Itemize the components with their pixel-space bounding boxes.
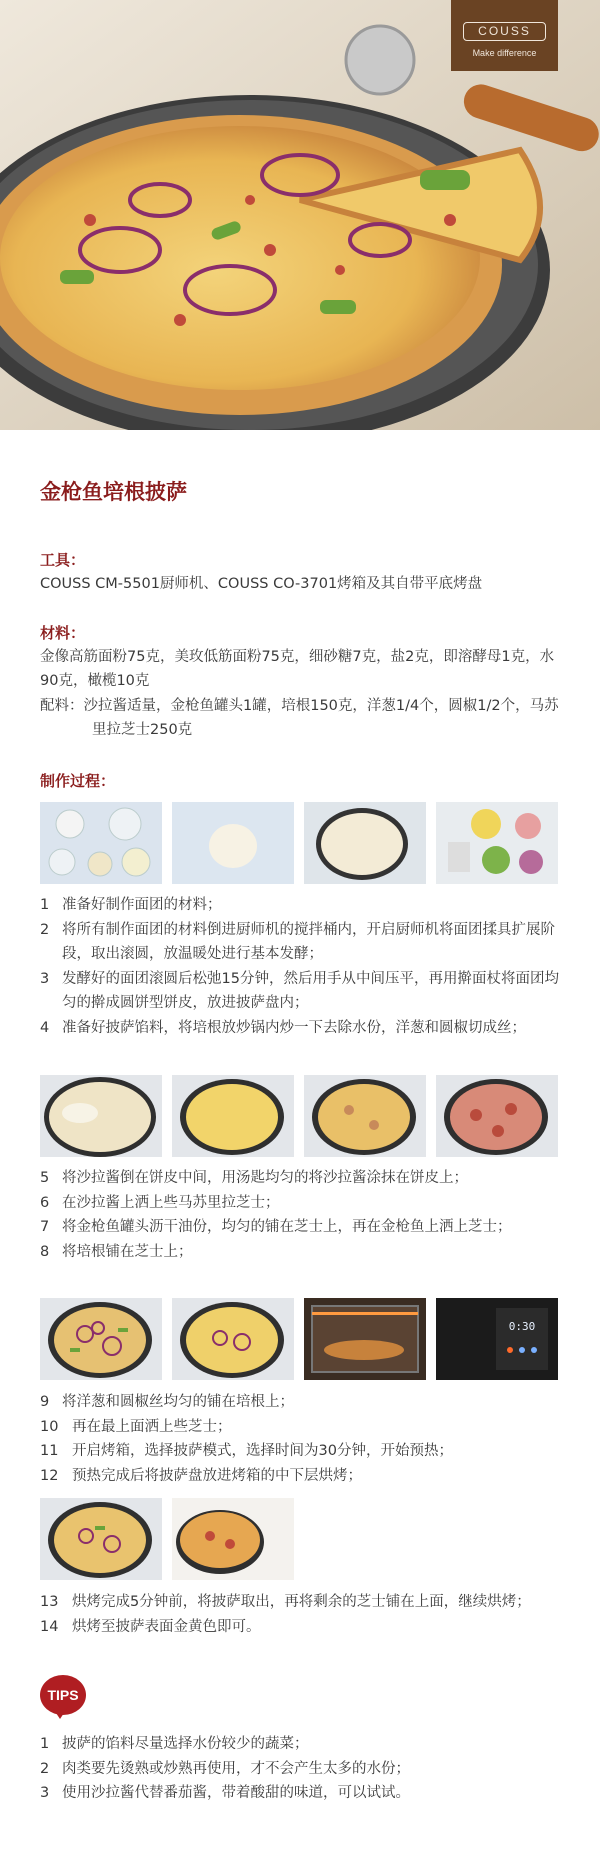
- materials-heading: 材料：: [40, 624, 86, 642]
- step-item: 5 将沙拉酱倒在饼皮中间，用汤匙均匀的将沙拉酱涂抹在饼皮上；: [40, 1170, 468, 1186]
- step-photo-tuna: [304, 1075, 426, 1157]
- step-photo-sauce: [40, 1075, 162, 1157]
- step-photo-dough-pan: [304, 802, 426, 884]
- materials-side: 配料：沙拉酱适量，金枪鱼罐头1罐，培根150克，洋葱1/4个，圆椒1/2个，马苏里拉芝士250克: [40, 698, 559, 738]
- oven-time-readout: 0:30: [508, 1320, 536, 1333]
- step-photo-finished: [172, 1498, 294, 1580]
- tips-label: TIPS: [47, 1687, 79, 1703]
- tools-heading: 工具：: [40, 551, 86, 569]
- hero-photo: [0, 0, 600, 430]
- step-photo-more-cheese: [172, 1298, 294, 1380]
- steps-group-1: [40, 893, 562, 1040]
- brand-logo: COUSS: [463, 22, 546, 41]
- photo-row-2: [40, 1075, 560, 1157]
- step-photo-onion-pepper: [40, 1298, 162, 1380]
- step-photo-oven: [304, 1298, 426, 1380]
- step-photo-oven-display: [436, 1298, 558, 1380]
- step-item: 8 将培根铺在芝士上；: [40, 1243, 193, 1260]
- photo-row-3: [40, 1298, 560, 1380]
- photo-row-4: [40, 1498, 560, 1580]
- tools-text: COUSS CM-5501厨师机、COUSS CO-3701烤箱及其自带平底烤盘: [40, 576, 483, 592]
- tip-item: 3 使用沙拉酱代替番茄酱，带着酸甜的味道，可以试试。: [40, 1785, 410, 1801]
- tip-item: 1 披萨的馅料尽量选择水份较少的蔬菜；: [40, 1736, 309, 1752]
- step-item: 9 将洋葱和圆椒丝均匀的铺在培根上；: [40, 1394, 294, 1410]
- process-heading: 制作过程：: [40, 772, 116, 790]
- step-item: 10 再在最上面洒上些芝士；: [40, 1418, 232, 1435]
- step-item: 13 烘烤完成5分钟前，将披萨取出，再将剩余的芝士铺在上面，继续烘烤；: [40, 1594, 531, 1610]
- tips-list: [40, 1732, 562, 1806]
- step-item: 12 预热完成后将披萨盘放进烤箱的中下层烘烤；: [40, 1467, 362, 1484]
- step-item: 3 发酵好的面团滚圆后松弛15分钟，然后用手从中间压平，再用擀面杖将面团均匀的擀成圆饼型饼皮，放进披萨盘内；: [40, 970, 559, 1011]
- steps-group-4: [40, 1590, 562, 1639]
- step-photo-baked-half: [40, 1498, 162, 1580]
- step-item: 6 在沙拉酱上洒上些马苏里拉芝士；: [40, 1194, 280, 1211]
- materials-main: 金像高筋面粉75克，美玫低筋面粉75克，细砂糖7克，盐2克，即溶酵母1克，水90克，橄榄10克: [40, 649, 555, 689]
- tip-item: 2 肉类要先烫熟或炒熟再使用，才不会产生太多的水份；: [40, 1760, 410, 1777]
- step-photo-ingredients: [40, 802, 162, 884]
- brand-tagline: Make difference: [472, 48, 537, 58]
- step-item: 2 将所有制作面团的材料倒进厨师机的搅拌桶内，开启厨师机将面团揉具扩展阶段，取出滚圆，放温暖处进行基本发酵；: [40, 921, 555, 962]
- step-photo-bacon: [436, 1075, 558, 1157]
- step-item: 14 烘烤至披萨表面金黄色即可。: [40, 1618, 261, 1635]
- photo-row-1: [40, 802, 560, 884]
- brand-logo-box: [451, 0, 558, 71]
- steps-group-3: [40, 1390, 562, 1488]
- step-item: 4 准备好披萨馅料，将培根放炒锅内炒一下去除水份，洋葱和圆椒切成丝；: [40, 1019, 526, 1036]
- step-item: 7 将金枪鱼罐头沥干油份，均匀的铺在芝士上，再在金枪鱼上洒上芝士；: [40, 1219, 512, 1235]
- step-photo-toppings: [436, 802, 558, 884]
- step-item: 11 开启烤箱，选择披萨模式，选择时间为30分钟，开始预热；: [40, 1443, 453, 1459]
- step-item: 1 准备好制作面团的材料；: [40, 897, 222, 913]
- tips-badge: [40, 1675, 86, 1721]
- steps-group-2: [40, 1166, 562, 1264]
- step-photo-cheese: [172, 1075, 294, 1157]
- step-photo-dough-ball: [172, 802, 294, 884]
- recipe-title: 金枪鱼培根披萨: [40, 480, 187, 504]
